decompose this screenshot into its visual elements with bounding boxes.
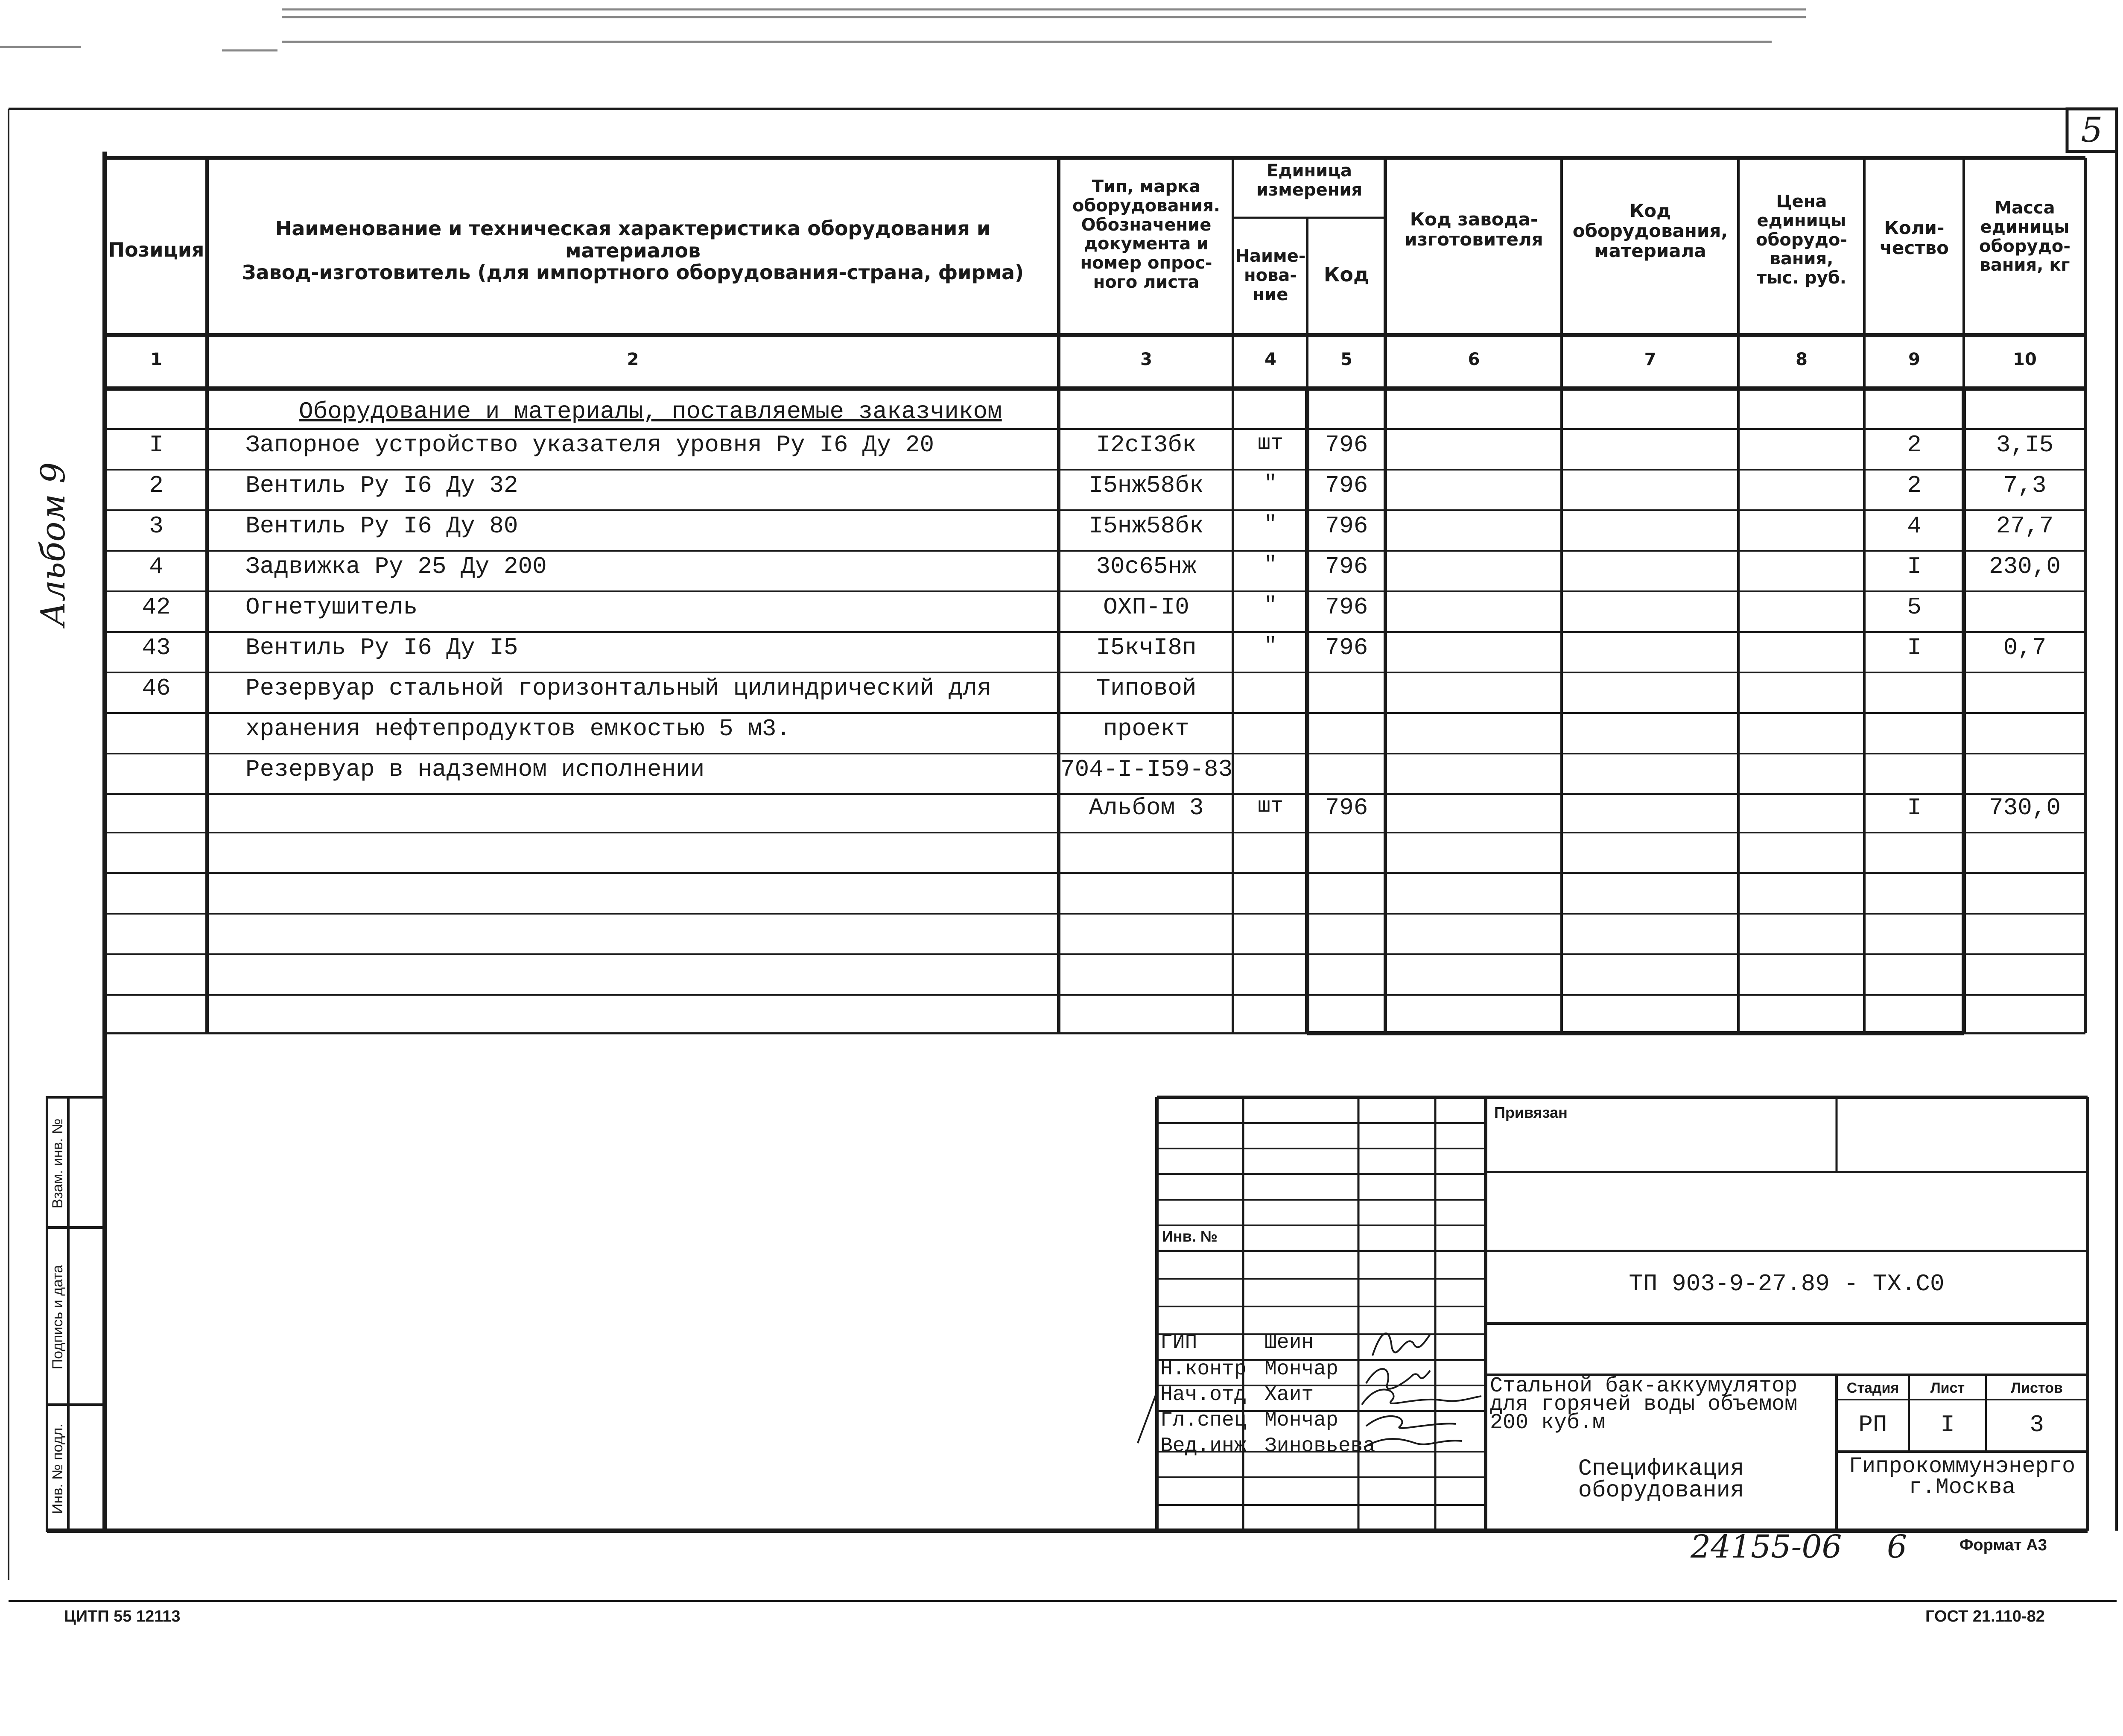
cell-qty: 2 xyxy=(1907,431,1922,459)
header-price xyxy=(1740,192,1863,288)
header-unit-code: Код xyxy=(1323,263,1370,286)
header-unit-line: измерения xyxy=(1256,180,1363,200)
header-unit-line: Единица xyxy=(1267,161,1352,181)
cell-mass: 3,I5 xyxy=(1996,431,2054,459)
header-qty-line: чество xyxy=(1880,237,1949,259)
header-factory-line: Код завода- xyxy=(1410,209,1538,230)
col-number: 4 xyxy=(1264,350,1276,369)
staff-name: Зиновьева xyxy=(1264,1435,1375,1458)
cell-code: 796 xyxy=(1325,593,1368,621)
cell-code: 796 xyxy=(1325,472,1368,499)
header-price-line: вания, xyxy=(1770,249,1834,269)
col-number: 5 xyxy=(1340,350,1352,369)
staff-role: Гл.спец xyxy=(1160,1409,1247,1432)
cell-unit: " xyxy=(1264,553,1277,577)
col-number: 8 xyxy=(1796,350,1808,369)
organization-line: г.Москва xyxy=(1909,1475,2015,1500)
cell-pos: 46 xyxy=(142,675,171,702)
cell-name: Вентиль Ру I6 Ду I5 xyxy=(245,634,518,661)
cell-name: Запорное устройство указателя уровня Ру I6 Ду 20 xyxy=(245,431,934,459)
cell-qty: I xyxy=(1907,794,1922,821)
header-price-line: единицы xyxy=(1757,210,1846,231)
header-type-line: ного листа xyxy=(1093,272,1200,292)
document-title xyxy=(1486,1458,1837,1502)
cell-code: 796 xyxy=(1325,512,1368,540)
header-equip-code xyxy=(1563,201,1737,261)
header-type-line: номер опрос- xyxy=(1080,253,1212,273)
cell-code: 796 xyxy=(1325,553,1368,580)
project-title-line: Стальной бак-аккумулятор xyxy=(1490,1374,1798,1398)
sheet-label: Лист xyxy=(1930,1380,1965,1396)
header-name-line1: Наименование и техническая характеристика оборудования и материалов xyxy=(275,217,991,262)
header-type-line: документа и xyxy=(1083,234,1209,254)
cell-unit: " xyxy=(1264,472,1277,496)
cell-mass: 730,0 xyxy=(1989,794,2061,821)
header-equip-code-line: Код xyxy=(1629,200,1671,221)
cell-mass: 0,7 xyxy=(2003,634,2047,661)
cell-unit: " xyxy=(1264,512,1277,537)
cell-name: Резервуар в надземном исполнении xyxy=(245,756,705,783)
section-title: Оборудование и материалы, поставляемые заказчиком xyxy=(299,398,1002,425)
sheets-label: Листов xyxy=(2011,1380,2063,1396)
col-number: 3 xyxy=(1140,350,1152,369)
cell-name: хранения нефтепродуктов емкостью 5 м3. xyxy=(245,715,791,742)
cell-qty: 4 xyxy=(1907,512,1922,540)
header-price-line: Цена xyxy=(1776,192,1827,211)
staff-role: Н.контр xyxy=(1160,1358,1247,1381)
header-type xyxy=(1060,177,1232,292)
cell-type: I2сI3бк xyxy=(1096,431,1197,459)
col-number: 7 xyxy=(1644,350,1656,369)
sheet-number: 5 xyxy=(2081,110,2103,150)
cell-type: ОХП-I0 xyxy=(1103,593,1189,621)
organization-line: Гипрокоммунэнерго xyxy=(1848,1454,2076,1479)
project-title-line: 200 куб.м xyxy=(1490,1411,1606,1435)
staff-name: Мончар xyxy=(1264,1409,1338,1432)
header-mass-line: единицы xyxy=(1980,217,2070,237)
cell-unit: " xyxy=(1264,593,1277,618)
project-title-line: для горячей воды объемом xyxy=(1490,1392,1798,1417)
organization xyxy=(1837,1456,2088,1498)
cell-qty: 2 xyxy=(1907,472,1922,499)
cell-type: 30с65нж xyxy=(1096,553,1197,580)
cell-qty: 5 xyxy=(1907,593,1922,621)
privyazan-label: Привязан xyxy=(1494,1104,1568,1121)
cell-unit: " xyxy=(1264,634,1277,658)
cell-unit: шт xyxy=(1257,431,1283,456)
stage-label: Стадия xyxy=(1846,1380,1899,1396)
side-stamp-vzam-inv: Взам. инв. № xyxy=(50,1118,66,1209)
project-title xyxy=(1490,1374,1798,1435)
header-factory-line: изготовителя xyxy=(1405,229,1543,250)
cell-pos: 2 xyxy=(149,472,164,499)
col-number: 2 xyxy=(627,350,639,369)
format-label: Формат А3 xyxy=(1959,1536,2047,1554)
header-price-line: оборудо- xyxy=(1756,230,1847,250)
cell-type: Типовой xyxy=(1096,675,1197,702)
header-name-line2: Завод-изготовитель (для импортного оборудования-страна, фирма) xyxy=(242,261,1024,284)
cell-name: Резервуар стальной горизонтальный цилиндрический для xyxy=(245,675,992,702)
sheets-value: 3 xyxy=(2030,1411,2044,1438)
header-mass-line: вания, кг xyxy=(1980,255,2070,275)
header-factory-code xyxy=(1387,209,1560,249)
staff-role: Нач.отд xyxy=(1160,1383,1247,1406)
cell-mass: 230,0 xyxy=(1989,553,2061,580)
header-unit-name-line: нова- xyxy=(1244,265,1297,285)
header-type-line: оборудования. xyxy=(1072,196,1221,216)
cell-type: I5нж58бк xyxy=(1089,472,1204,499)
header-unit-name-line: Наиме- xyxy=(1235,246,1306,266)
header-mass-line: Масса xyxy=(1995,198,2055,218)
cell-code: 796 xyxy=(1325,431,1368,459)
staff-name: Шеин xyxy=(1264,1331,1314,1354)
cell-name: Вентиль Ру I6 Ду 32 xyxy=(245,472,518,499)
staff-name: Мончар xyxy=(1264,1358,1338,1381)
side-stamp-inv-podl: Инв. № подл. xyxy=(50,1423,66,1514)
col-number: 6 xyxy=(1468,350,1480,369)
header-qty xyxy=(1866,218,1962,258)
header-price-line: тыс. руб. xyxy=(1756,268,1847,288)
document-title-line: Спецификация xyxy=(1578,1456,1744,1482)
cell-type: Альбом 3 xyxy=(1089,794,1204,821)
archive-number: 24155-06 xyxy=(1691,1528,1842,1565)
header-name xyxy=(209,218,1057,284)
header-type-line: Обозначение xyxy=(1081,215,1212,235)
cell-code: 796 xyxy=(1325,634,1368,661)
cell-type: 704-I-I59-83 xyxy=(1060,756,1233,783)
header-mass xyxy=(1965,199,2084,275)
sheet-value: I xyxy=(1940,1411,1955,1438)
archive-suffix: 6 xyxy=(1887,1528,1907,1565)
footer-right: ГОСТ 21.110-82 xyxy=(1925,1607,2045,1625)
cell-type: I5нж58бк xyxy=(1089,512,1204,540)
col-number: 1 xyxy=(150,350,162,369)
inv-no-label: Инв. № xyxy=(1162,1227,1218,1245)
cell-qty: I xyxy=(1907,634,1922,661)
cell-pos: 4 xyxy=(149,553,164,580)
staff-role: Вед.инж xyxy=(1160,1435,1247,1458)
cell-pos: 3 xyxy=(149,512,164,540)
header-unit xyxy=(1235,161,1384,200)
cell-name: Огнетушитель xyxy=(245,593,418,621)
header-unit-name-line: ние xyxy=(1253,284,1288,304)
header-equip-code-line: оборудования, xyxy=(1572,220,1728,242)
document-title-line: оборудования xyxy=(1578,1478,1744,1504)
header-unit-name xyxy=(1235,247,1306,304)
header-pos: Позиция xyxy=(108,238,204,261)
footer-left: ЦИТП 55 12113 xyxy=(64,1607,181,1625)
staff-role: ГИП xyxy=(1160,1331,1197,1354)
cell-pos: 43 xyxy=(142,634,171,661)
cell-qty: I xyxy=(1907,553,1922,580)
col-number: 10 xyxy=(2013,350,2037,369)
cell-type: I5кчI8п xyxy=(1096,634,1197,661)
cell-pos: 42 xyxy=(142,593,171,621)
cell-mass: 7,3 xyxy=(2003,472,2047,499)
cell-name: Вентиль Ру I6 Ду 80 xyxy=(245,512,518,540)
cell-code: 796 xyxy=(1325,794,1368,821)
header-type-line: Тип, марка xyxy=(1092,177,1201,196)
cell-name: Задвижка Ру 25 Ду 200 xyxy=(245,553,547,580)
side-stamp-podpis-data: Подпись и дата xyxy=(50,1265,66,1370)
header-qty-line: Коли- xyxy=(1884,217,1945,238)
header-mass-line: оборудо- xyxy=(1979,236,2070,256)
col-number: 9 xyxy=(1908,350,1920,369)
cell-type: проект xyxy=(1103,715,1189,742)
cell-unit: шт xyxy=(1257,794,1283,818)
document-code: ТП 903-9-27.89 - ТХ.С0 xyxy=(1629,1270,1945,1298)
album-handwritten: Альбом 9 xyxy=(34,462,73,627)
stage-value: РП xyxy=(1858,1411,1887,1438)
header-equip-code-line: материала xyxy=(1594,240,1706,262)
staff-name: Хаит xyxy=(1264,1383,1314,1406)
cell-pos: I xyxy=(149,431,164,459)
cell-mass: 27,7 xyxy=(1996,512,2054,540)
